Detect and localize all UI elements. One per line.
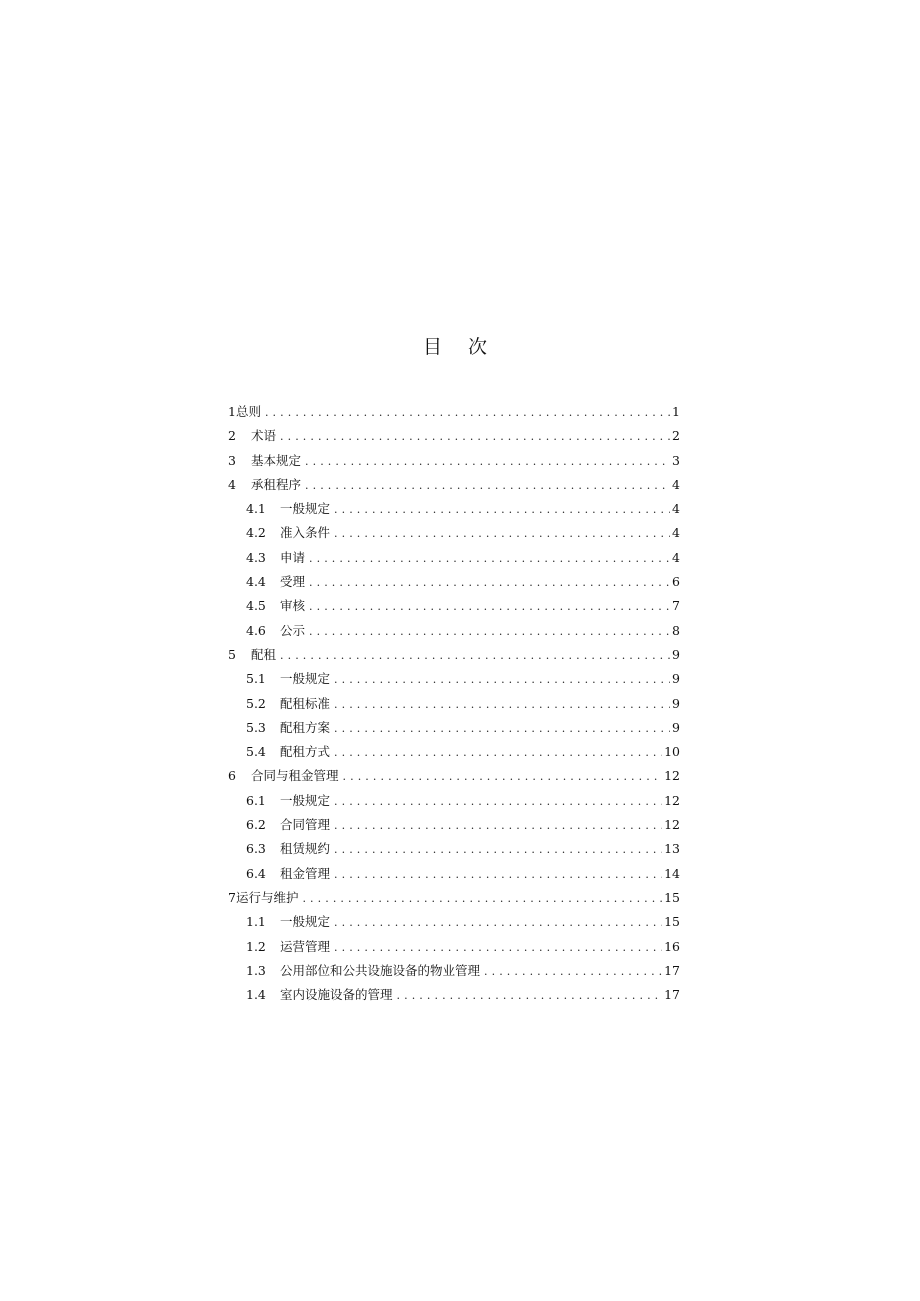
toc-entry-title: 承租程序 bbox=[251, 476, 302, 492]
toc-leader-dots bbox=[334, 863, 662, 887]
toc-entry-page: 1 bbox=[672, 404, 680, 419]
toc-entry-number: 5.2 bbox=[246, 695, 266, 711]
toc-leader-dots bbox=[334, 838, 662, 862]
toc-entry-number: 5.3 bbox=[246, 719, 266, 735]
toc-entry-title: 租金管理 bbox=[280, 865, 331, 881]
toc-entry-page: 9 bbox=[672, 695, 680, 711]
toc-entry-page: 7 bbox=[672, 598, 680, 614]
toc-entry-page: 17 bbox=[664, 962, 680, 978]
toc-entry[interactable] bbox=[228, 667, 680, 691]
toc-entry-title: 准入条件 bbox=[280, 525, 331, 541]
toc-entry-page: 13 bbox=[664, 841, 680, 857]
toc-entry[interactable] bbox=[228, 813, 680, 837]
toc-entry-page: 9 bbox=[672, 671, 680, 687]
toc-entry-number: 4.3 bbox=[246, 549, 266, 565]
toc-entry-title: 运行与维护 bbox=[235, 889, 299, 905]
toc-leader-dots bbox=[484, 960, 662, 984]
toc-entry-number: 4.5 bbox=[246, 598, 266, 614]
toc-entry-number: 4.6 bbox=[246, 622, 266, 638]
toc-leader-dots bbox=[334, 790, 662, 814]
toc-leader-dots bbox=[309, 547, 670, 571]
toc-entry[interactable] bbox=[228, 570, 680, 594]
toc-entry-number: 1.2 bbox=[246, 938, 266, 954]
toc-entry-page: 15 bbox=[664, 914, 680, 930]
toc-entry-title: 运营管理 bbox=[280, 938, 331, 954]
toc-entry-page: 3 bbox=[672, 452, 680, 468]
toc-entry[interactable] bbox=[228, 546, 680, 570]
toc-entry[interactable] bbox=[228, 692, 680, 716]
toc-entry-title: 受理 bbox=[280, 574, 306, 590]
toc-entry-title: 一般规定 bbox=[280, 914, 331, 930]
toc-entry[interactable] bbox=[228, 935, 680, 959]
toc-entry-number: 4 bbox=[228, 476, 236, 492]
toc-entry[interactable] bbox=[228, 789, 680, 813]
toc-entry[interactable] bbox=[228, 716, 680, 740]
toc-leader-dots bbox=[334, 936, 662, 960]
toc-entry[interactable] bbox=[228, 886, 680, 910]
toc-entry-page: 8 bbox=[672, 622, 680, 638]
toc-entry-number: 5 bbox=[228, 646, 236, 662]
toc-entry-page: 10 bbox=[664, 744, 680, 760]
toc-entry[interactable] bbox=[228, 764, 680, 788]
toc-entry[interactable] bbox=[228, 521, 680, 545]
toc-entry-page: 16 bbox=[664, 938, 680, 954]
toc-leader-dots bbox=[397, 984, 663, 1008]
toc-entry[interactable] bbox=[228, 910, 680, 934]
toc-entry-page: 4 bbox=[672, 549, 680, 565]
toc-leader-dots bbox=[309, 620, 670, 644]
toc-entry[interactable] bbox=[228, 959, 680, 983]
toc-leader-dots bbox=[334, 911, 662, 935]
toc-entry-number: 1.1 bbox=[246, 914, 266, 930]
toc-leader-dots bbox=[265, 401, 670, 425]
toc-entry-title: 合同与租金管理 bbox=[251, 768, 339, 784]
toc-entry-number: 2 bbox=[228, 428, 236, 444]
toc-leader-dots bbox=[305, 450, 670, 474]
toc-entry-number: 6 bbox=[228, 768, 236, 784]
toc-leader-dots bbox=[302, 887, 662, 911]
toc-entry[interactable] bbox=[228, 424, 680, 448]
toc-entry-title: 配租标准 bbox=[280, 695, 331, 711]
toc-leader-dots bbox=[305, 474, 670, 498]
toc-leader-dots bbox=[280, 425, 670, 449]
toc-leader-dots bbox=[334, 668, 670, 692]
toc-entry-page: 15 bbox=[664, 889, 680, 905]
toc-entry-title: 一般规定 bbox=[280, 792, 331, 808]
toc-entry-title: 公示 bbox=[280, 622, 306, 638]
toc-entry-title: 基本规定 bbox=[251, 452, 302, 468]
toc-entry-page: 4 bbox=[672, 501, 680, 517]
toc-entry-number: 6.1 bbox=[246, 792, 266, 808]
table-of-contents bbox=[228, 400, 680, 1007]
toc-entry[interactable] bbox=[228, 400, 680, 424]
toc-entry-number: 7 bbox=[228, 889, 236, 905]
toc-entry-number: 4.2 bbox=[246, 525, 266, 541]
toc-entry[interactable] bbox=[228, 837, 680, 861]
toc-entry[interactable] bbox=[228, 619, 680, 643]
toc-entry-number: 4.4 bbox=[246, 574, 266, 590]
toc-leader-dots bbox=[343, 765, 663, 789]
toc-entry-number: 1.3 bbox=[246, 962, 266, 978]
toc-leader-dots bbox=[309, 571, 670, 595]
toc-entry-title: 总则 bbox=[235, 404, 261, 419]
toc-entry-title: 租赁规约 bbox=[280, 841, 331, 857]
toc-entry-title: 申请 bbox=[280, 549, 306, 565]
toc-entry-title: 审核 bbox=[280, 598, 306, 614]
toc-leader-dots bbox=[334, 717, 670, 741]
toc-entry-title: 配租方案 bbox=[280, 719, 331, 735]
toc-entry-number: 6.2 bbox=[246, 817, 266, 833]
toc-entry-number: 4.1 bbox=[246, 501, 266, 517]
toc-entry[interactable] bbox=[228, 643, 680, 667]
toc-entry-number: 1.4 bbox=[246, 987, 266, 1003]
toc-entry[interactable] bbox=[228, 497, 680, 521]
toc-entry-page: 9 bbox=[672, 719, 680, 735]
toc-entry-page: 4 bbox=[672, 525, 680, 541]
toc-entry-number: 3 bbox=[228, 452, 236, 468]
toc-entry[interactable] bbox=[228, 862, 680, 886]
toc-leader-dots bbox=[334, 522, 670, 546]
page-title: 目 次 bbox=[422, 336, 498, 358]
toc-leader-dots bbox=[280, 644, 670, 668]
toc-entry[interactable] bbox=[228, 983, 680, 1007]
toc-leader-dots bbox=[334, 498, 670, 522]
toc-entry-page: 9 bbox=[672, 646, 680, 662]
toc-entry-number: 1 bbox=[228, 404, 236, 419]
toc-entry-page: 14 bbox=[664, 865, 680, 881]
toc-entry[interactable] bbox=[228, 594, 680, 618]
toc-entry-title: 一般规定 bbox=[280, 501, 331, 517]
toc-entry-number: 6.3 bbox=[246, 841, 266, 857]
toc-entry-page: 12 bbox=[664, 817, 680, 833]
toc-entry-page: 6 bbox=[672, 574, 680, 590]
toc-entry-number: 5.4 bbox=[246, 744, 266, 760]
toc-entry-page: 12 bbox=[664, 768, 680, 784]
toc-entry-title: 配租 bbox=[251, 646, 277, 662]
toc-entry[interactable] bbox=[228, 473, 680, 497]
toc-leader-dots bbox=[334, 693, 670, 717]
toc-entry-page: 12 bbox=[664, 792, 680, 808]
toc-entry-title: 室内设施设备的管理 bbox=[280, 987, 393, 1003]
toc-leader-dots bbox=[309, 595, 670, 619]
toc-entry-number: 5.1 bbox=[246, 671, 266, 687]
toc-entry-number: 6.4 bbox=[246, 865, 266, 881]
toc-leader-dots bbox=[334, 814, 662, 838]
toc-entry-page: 4 bbox=[672, 476, 680, 492]
toc-entry[interactable] bbox=[228, 740, 680, 764]
toc-entry-title: 一般规定 bbox=[280, 671, 331, 687]
toc-leader-dots bbox=[334, 741, 662, 765]
toc-entry-title: 公用部位和公共设施设备的物业管理 bbox=[280, 962, 481, 978]
toc-entry-page: 2 bbox=[672, 428, 680, 444]
toc-entry-title: 配租方式 bbox=[280, 744, 331, 760]
toc-entry-title: 术语 bbox=[251, 428, 277, 444]
toc-entry[interactable] bbox=[228, 449, 680, 473]
toc-entry-page: 17 bbox=[664, 987, 680, 1003]
toc-entry-title: 合同管理 bbox=[280, 817, 331, 833]
